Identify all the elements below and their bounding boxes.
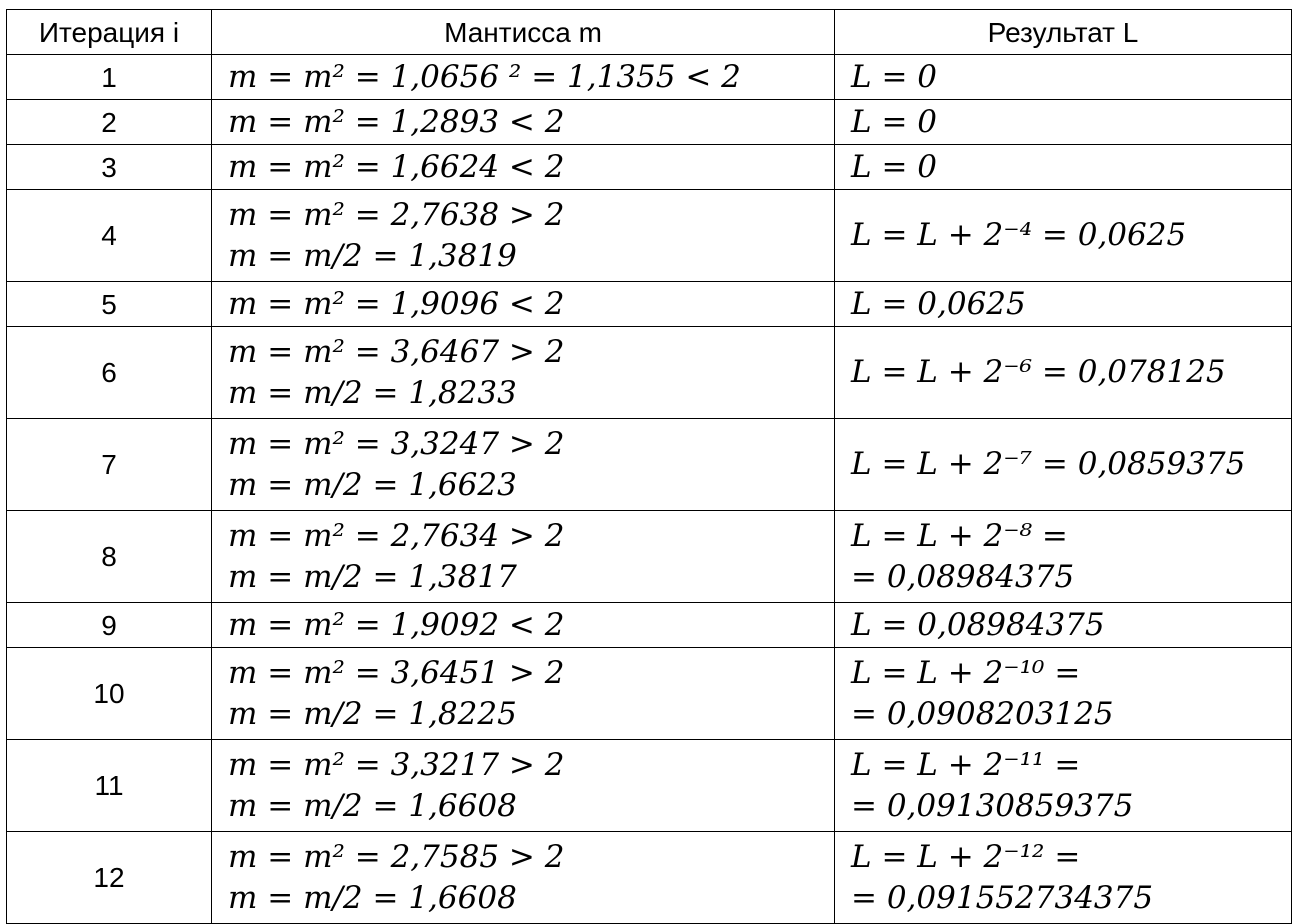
mantissa-line: m = m² = 3,3247 > 2 xyxy=(228,425,565,462)
mantissa-cell xyxy=(212,419,835,511)
table-row xyxy=(7,419,1292,511)
mantissa-line: m = m/2 = 1,3817 xyxy=(228,558,517,595)
result-cell xyxy=(835,55,1292,100)
result-line: L = L + 2⁻⁷ = 0,0859375 xyxy=(851,446,1246,482)
mantissa-cell xyxy=(212,282,835,327)
iteration-cell: 4 xyxy=(7,190,212,282)
table-row xyxy=(7,55,1292,100)
iteration-cell: 11 xyxy=(7,740,212,832)
mantissa-line: m = m² = 3,3217 > 2 xyxy=(228,746,565,783)
table-row xyxy=(7,100,1292,145)
result-cell xyxy=(835,282,1292,327)
mantissa-cell xyxy=(212,511,835,603)
mantissa-line: m = m/2 = 1,3819 xyxy=(228,237,517,274)
table-row xyxy=(7,511,1292,603)
mantissa-cell xyxy=(212,190,835,282)
iteration-cell: 7 xyxy=(7,419,212,511)
mantissa-line: m = m² = 3,6451 > 2 xyxy=(228,654,565,691)
iteration-cell: 8 xyxy=(7,511,212,603)
mantissa-line: m = m² = 1,0656 ² = 1,1355 < 2 xyxy=(228,58,741,95)
result-cell xyxy=(835,603,1292,648)
mantissa-cell xyxy=(212,603,835,648)
mantissa-cell xyxy=(212,832,835,924)
result-cell xyxy=(835,100,1292,145)
result-cell xyxy=(835,511,1292,603)
iteration-cell: 2 xyxy=(7,100,212,145)
result-line: L = L + 2⁻¹² = xyxy=(851,838,1081,875)
iteration-table xyxy=(6,9,1292,924)
result-line: L = 0 xyxy=(851,103,937,140)
result-line: L = 0 xyxy=(851,58,937,95)
result-line: L = 0,0625 xyxy=(851,285,1026,322)
result-cell xyxy=(835,832,1292,924)
mantissa-cell xyxy=(212,55,835,100)
mantissa-line: m = m² = 1,9096 < 2 xyxy=(228,285,565,322)
mantissa-line: m = m² = 1,9092 < 2 xyxy=(228,606,565,643)
result-line: = 0,091552734375 xyxy=(851,879,1154,916)
mantissa-line: m = m² = 3,6467 > 2 xyxy=(228,333,565,370)
result-cell xyxy=(835,327,1292,419)
mantissa-cell xyxy=(212,145,835,190)
result-line: L = L + 2⁻¹¹ = xyxy=(851,746,1081,783)
iteration-cell: 1 xyxy=(7,55,212,100)
header-iteration: Итерация i xyxy=(7,10,212,55)
header-mantissa: Мантисса m xyxy=(212,10,835,55)
mantissa-line: m = m² = 1,2893 < 2 xyxy=(228,103,565,140)
mantissa-cell xyxy=(212,740,835,832)
mantissa-cell xyxy=(212,327,835,419)
table-row xyxy=(7,282,1292,327)
result-line: L = 0,08984375 xyxy=(851,606,1105,643)
table-row xyxy=(7,740,1292,832)
iteration-cell: 6 xyxy=(7,327,212,419)
table-row xyxy=(7,603,1292,648)
result-line: L = 0 xyxy=(851,148,937,185)
mantissa-line: m = m² = 2,7634 > 2 xyxy=(228,517,565,554)
table-row xyxy=(7,145,1292,190)
table-body xyxy=(7,55,1292,924)
iteration-cell: 10 xyxy=(7,648,212,740)
mantissa-line: m = m/2 = 1,8225 xyxy=(228,695,517,732)
mantissa-line: m = m² = 2,7638 > 2 xyxy=(228,196,565,233)
table-row xyxy=(7,327,1292,419)
iteration-cell: 3 xyxy=(7,145,212,190)
result-line: L = L + 2⁻⁶ = 0,078125 xyxy=(851,354,1226,390)
iteration-cell: 9 xyxy=(7,603,212,648)
result-cell xyxy=(835,648,1292,740)
result-line: L = L + 2⁻⁴ = 0,0625 xyxy=(851,217,1187,253)
mantissa-line: m = m/2 = 1,8233 xyxy=(228,374,517,411)
mantissa-line: m = m/2 = 1,6608 xyxy=(228,879,517,916)
mantissa-line: m = m² = 1,6624 < 2 xyxy=(228,148,565,185)
result-line: = 0,08984375 xyxy=(851,558,1075,595)
result-line: = 0,09130859375 xyxy=(851,787,1134,824)
mantissa-cell xyxy=(212,100,835,145)
result-line: = 0,0908203125 xyxy=(851,695,1114,732)
mantissa-line: m = m² = 2,7585 > 2 xyxy=(228,838,565,875)
result-line: L = L + 2⁻¹⁰ = xyxy=(851,654,1081,691)
iteration-cell: 5 xyxy=(7,282,212,327)
mantissa-line: m = m/2 = 1,6623 xyxy=(228,466,517,503)
result-cell xyxy=(835,740,1292,832)
table-row xyxy=(7,648,1292,740)
iteration-cell: 12 xyxy=(7,832,212,924)
result-line: L = L + 2⁻⁸ = xyxy=(851,517,1068,554)
mantissa-cell xyxy=(212,648,835,740)
header-result: Результат L xyxy=(835,10,1292,55)
table-row xyxy=(7,832,1292,924)
result-cell xyxy=(835,190,1292,282)
mantissa-line: m = m/2 = 1,6608 xyxy=(228,787,517,824)
result-cell xyxy=(835,419,1292,511)
table-row xyxy=(7,190,1292,282)
result-cell xyxy=(835,145,1292,190)
header-row xyxy=(7,10,1292,55)
